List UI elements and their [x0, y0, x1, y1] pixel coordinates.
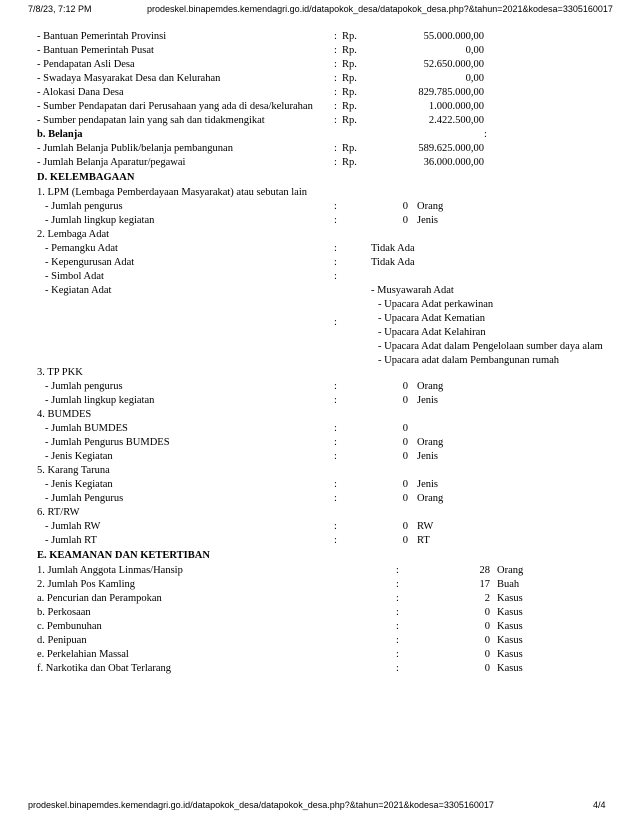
- row-label: - Jumlah RT: [45, 535, 97, 546]
- unit-label: Kasus: [497, 593, 523, 604]
- amount-value: 2.422.500,00: [428, 115, 484, 126]
- count-value: 0: [402, 521, 408, 532]
- row-label: - Sumber pendapatan lain yang sah dan tidakmengikat: [37, 115, 265, 126]
- unit-label: Buah: [497, 579, 520, 590]
- row-label: - Pemangku Adat: [45, 243, 118, 254]
- row-label: - Bantuan Pemerintah Provinsi: [37, 31, 167, 42]
- header-url: prodeskel.binapemdes.kemendagri.go.id/datapokok_desa/datapokok_desa.php?&tahun=2021&kodesa=3305160017: [147, 4, 613, 14]
- count-value: 0: [402, 423, 408, 434]
- subsection-title: [0, 186, 638, 200]
- table-row: [0, 648, 638, 662]
- section-heading-keamanan: [0, 549, 638, 563]
- subsection-text: 6. RT/RW: [37, 507, 80, 518]
- kegiatan-adat-list: [371, 284, 603, 368]
- unit-label: Orang: [497, 565, 524, 576]
- row-colon: :: [334, 521, 337, 532]
- table-row: [0, 394, 638, 408]
- table-row: [0, 30, 638, 44]
- table-row: [0, 58, 638, 72]
- row-label: - Jumlah pengurus: [45, 201, 123, 212]
- subsection-title: [0, 408, 638, 422]
- row-label: - Jumlah lingkup kegiatan: [45, 395, 155, 406]
- table-row: [0, 142, 638, 156]
- row-colon: :: [334, 535, 337, 546]
- subsection-title: [0, 506, 638, 520]
- row-colon: :: [396, 579, 399, 590]
- row-colon: :: [396, 621, 399, 632]
- row-label: - Jumlah BUMDES: [45, 423, 128, 434]
- list-item: - Musyawarah Adat: [371, 285, 454, 296]
- table-row: [0, 242, 638, 256]
- currency-label: Rp.: [342, 101, 357, 112]
- count-value: 0: [402, 493, 408, 504]
- row-label: - Kepengurusan Adat: [45, 257, 135, 268]
- row-colon: :: [334, 381, 337, 392]
- table-row: [0, 270, 638, 284]
- unit-label: Jenis: [417, 395, 438, 406]
- count-value: 0: [484, 649, 490, 660]
- subsection-text: 1. LPM (Lembaga Pemberdayaan Masyarakat) atau sebutan lain: [37, 187, 307, 198]
- table-row: [0, 634, 638, 648]
- row-label: b. Perkosaan: [37, 607, 91, 618]
- row-label: - Kegiatan Adat: [45, 285, 112, 296]
- amount-value: 0,00: [465, 73, 484, 84]
- table-row: [0, 534, 638, 548]
- currency-label: Rp.: [342, 59, 357, 70]
- row-colon: :: [484, 129, 487, 140]
- subsection-text: 2. Lembaga Adat: [37, 229, 110, 240]
- amount-value: 0,00: [465, 45, 484, 56]
- currency-label: Rp.: [342, 143, 357, 154]
- row-colon: :: [334, 451, 337, 462]
- unit-label: Jenis: [417, 451, 438, 462]
- text-value: Tidak Ada: [371, 243, 415, 254]
- row-label: f. Narkotika dan Obat Terlarang: [37, 663, 172, 674]
- row-label: a. Pencurian dan Perampokan: [37, 593, 162, 604]
- row-colon: :: [334, 243, 337, 254]
- table-row: [0, 520, 638, 534]
- row-label: - Jenis Kegiatan: [45, 451, 113, 462]
- currency-label: Rp.: [342, 73, 357, 84]
- row-label: - Jumlah Belanja Publik/belanja pembangunan: [37, 143, 233, 154]
- table-row: [0, 422, 638, 436]
- row-colon: :: [396, 663, 399, 674]
- row-colon: :: [334, 87, 337, 98]
- count-value: 0: [484, 663, 490, 674]
- table-row: [0, 256, 638, 270]
- amount-value: 36.000.000,00: [423, 157, 484, 168]
- row-label: - Swadaya Masyarakat Desa dan Kelurahan: [37, 73, 221, 84]
- row-label: e. Perkelahian Massal: [37, 649, 129, 660]
- table-row: [0, 606, 638, 620]
- unit-label: Jenis: [417, 215, 438, 226]
- count-value: 0: [402, 381, 408, 392]
- amount-value: 52.650.000,00: [423, 59, 484, 70]
- table-row: [0, 620, 638, 634]
- table-row: [0, 578, 638, 592]
- row-colon: :: [334, 101, 337, 112]
- count-value: 28: [479, 565, 490, 576]
- row-label: 2. Jumlah Pos Kamling: [37, 579, 136, 590]
- section-heading-kelembagaan: [0, 171, 638, 185]
- print-datetime: 7/8/23, 7:12 PM: [28, 4, 92, 14]
- table-row: [0, 114, 638, 128]
- row-colon: :: [334, 479, 337, 490]
- row-colon: :: [334, 73, 337, 84]
- row-colon: :: [334, 423, 337, 434]
- list-item: - Upacara Adat Kematian: [378, 313, 485, 324]
- table-row: [0, 156, 638, 170]
- currency-label: Rp.: [342, 87, 357, 98]
- table-row: [0, 86, 638, 100]
- row-colon: :: [334, 59, 337, 70]
- heading-text: b. Belanja: [37, 129, 83, 140]
- row-label: - Simbol Adat: [45, 271, 104, 282]
- currency-label: Rp.: [342, 157, 357, 168]
- subsection-text: 3. TP PKK: [37, 367, 83, 378]
- amount-value: 589.625.000,00: [418, 143, 484, 154]
- row-label: - Alokasi Dana Desa: [37, 87, 124, 98]
- row-label: - Jumlah RW: [45, 521, 101, 532]
- row-colon: :: [334, 493, 337, 504]
- section-heading-belanja: [0, 128, 638, 142]
- row-colon: :: [396, 635, 399, 646]
- table-row: [0, 478, 638, 492]
- row-label: - Jumlah Pengurus: [45, 493, 124, 504]
- row-colon: :: [334, 437, 337, 448]
- subsection-text: 5. Karang Taruna: [37, 465, 110, 476]
- table-row: [0, 492, 638, 506]
- unit-label: Kasus: [497, 635, 523, 646]
- table-row: [0, 662, 638, 676]
- row-colon: :: [396, 593, 399, 604]
- row-label: - Jumlah Pengurus BUMDES: [45, 437, 170, 448]
- count-value: 0: [402, 201, 408, 212]
- currency-label: Rp.: [342, 45, 357, 56]
- count-value: 0: [402, 395, 408, 406]
- currency-label: Rp.: [342, 115, 357, 126]
- page-number: 4/4: [593, 800, 606, 810]
- count-value: 0: [484, 635, 490, 646]
- amount-value: 1.000.000,00: [428, 101, 484, 112]
- table-row: [0, 450, 638, 464]
- row-colon: :: [396, 607, 399, 618]
- table-row: [0, 100, 638, 114]
- list-item: - Upacara Adat Kelahiran: [378, 327, 486, 338]
- count-value: 0: [402, 215, 408, 226]
- unit-label: Kasus: [497, 649, 523, 660]
- unit-label: Kasus: [497, 607, 523, 618]
- list-item: - Upacara Adat perkawinan: [378, 299, 494, 310]
- list-item: - Upacara adat dalam Pembangunan rumah: [378, 355, 560, 366]
- count-value: 0: [484, 621, 490, 632]
- row-label: - Jumlah Belanja Aparatur/pegawai: [37, 157, 186, 168]
- unit-label: Orang: [417, 381, 444, 392]
- count-value: 0: [484, 607, 490, 618]
- heading-text: D. KELEMBAGAAN: [37, 172, 135, 183]
- subsection-title: [0, 228, 638, 242]
- amount-value: 55.000.000,00: [423, 31, 484, 42]
- subsection-title: [0, 366, 638, 380]
- unit-label: Orang: [417, 493, 444, 504]
- table-row: [0, 214, 638, 228]
- unit-label: RW: [417, 521, 434, 532]
- unit-label: Kasus: [497, 663, 523, 674]
- unit-label: RT: [417, 535, 430, 546]
- count-value: 0: [402, 451, 408, 462]
- row-colon: :: [396, 565, 399, 576]
- table-row: [0, 564, 638, 578]
- row-colon: :: [334, 271, 337, 282]
- row-colon: :: [334, 45, 337, 56]
- row-colon: :: [396, 649, 399, 660]
- unit-label: Kasus: [497, 621, 523, 632]
- row-label: - Jumlah lingkup kegiatan: [45, 215, 155, 226]
- table-row: [0, 72, 638, 86]
- row-colon: :: [334, 395, 337, 406]
- subsection-text: 4. BUMDES: [37, 409, 92, 420]
- row-colon: :: [334, 31, 337, 42]
- row-label: 1. Jumlah Anggota Linmas/Hansip: [37, 565, 183, 576]
- row-colon: :: [334, 201, 337, 212]
- row-colon: :: [334, 215, 337, 226]
- table-row: [0, 436, 638, 450]
- table-row: [0, 200, 638, 214]
- count-value: 0: [402, 437, 408, 448]
- count-value: 17: [479, 579, 490, 590]
- row-label: - Bantuan Pemerintah Pusat: [37, 45, 154, 56]
- row-colon: :: [334, 257, 337, 268]
- row-label: d. Penipuan: [37, 635, 87, 646]
- count-value: 0: [402, 479, 408, 490]
- row-colon: :: [334, 143, 337, 154]
- list-item: - Upacara Adat dalam Pengelolaan sumber daya alam: [378, 341, 603, 352]
- unit-label: Orang: [417, 437, 444, 448]
- row-colon: :: [334, 115, 337, 126]
- count-value: 0: [402, 535, 408, 546]
- currency-label: Rp.: [342, 31, 357, 42]
- amount-value: 829.785.000,00: [418, 87, 484, 98]
- subsection-title: [0, 464, 638, 478]
- row-label: - Jumlah pengurus: [45, 381, 123, 392]
- table-row: [0, 44, 638, 58]
- row-label: c. Pembunuhan: [37, 621, 102, 632]
- footer-url: prodeskel.binapemdes.kemendagri.go.id/datapokok_desa/datapokok_desa.php?&tahun=2021&kodesa=3305160017: [28, 800, 494, 810]
- heading-text: E. KEAMANAN DAN KETERTIBAN: [37, 550, 210, 561]
- unit-label: Jenis: [417, 479, 438, 490]
- row-colon: :: [334, 157, 337, 168]
- count-value: 2: [484, 593, 490, 604]
- row-label: - Sumber Pendapatan dari Perusahaan yang ada di desa/kelurahan: [37, 101, 313, 112]
- table-row: [0, 592, 638, 606]
- unit-label: Orang: [417, 201, 444, 212]
- row-label: - Pendapatan Asli Desa: [37, 59, 135, 70]
- row-label: - Jenis Kegiatan: [45, 479, 113, 490]
- table-row: [0, 380, 638, 394]
- text-value: Tidak Ada: [371, 257, 415, 268]
- row-colon: :: [334, 317, 337, 328]
